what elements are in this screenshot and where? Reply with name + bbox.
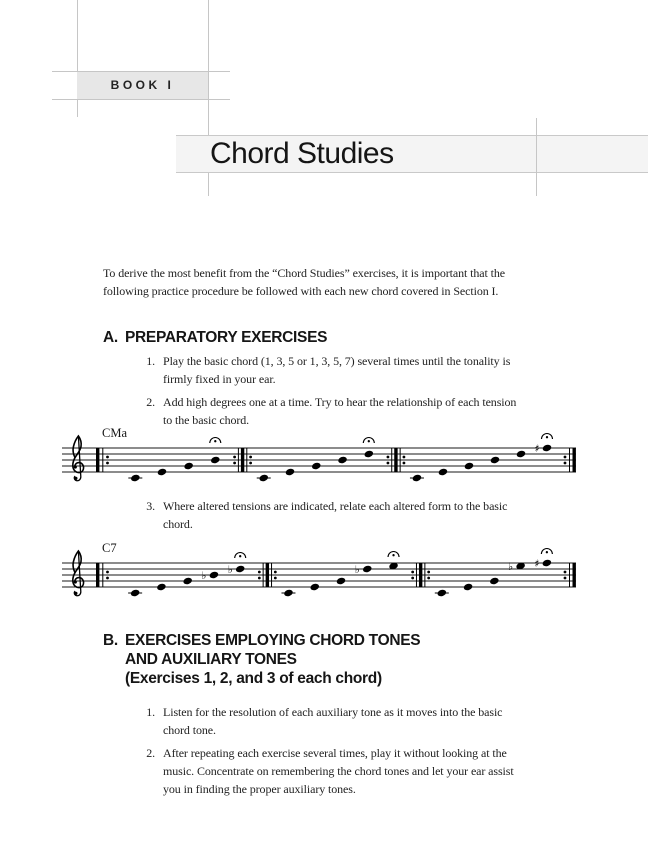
note (412, 474, 422, 483)
repeat-dot (403, 462, 406, 465)
note (464, 462, 474, 471)
fermata-icon (214, 440, 216, 442)
repeat-dot (564, 577, 567, 580)
repeat-dot (564, 456, 567, 459)
page-title: Chord Studies (210, 137, 394, 170)
section-a-list (121, 352, 516, 434)
item-number: 2. (146, 746, 155, 760)
repeat-barline (394, 448, 397, 472)
repeat-dot (106, 577, 109, 580)
section-b-title-line1: EXERCISES EMPLOYING CHORD TONES (125, 632, 421, 649)
note (337, 456, 347, 465)
list-item (121, 703, 514, 739)
item-text: Listen for the resolution of each auxiliary tone as it moves into the basic chord tone. (163, 705, 503, 737)
item-text: Play the basic chord (1, 3, 5 or 1, 3, 5, 7) several times until the tonality is firmly fixed in your ear. (163, 354, 511, 386)
note (235, 565, 245, 574)
fermata-icon (392, 554, 394, 556)
item-number: 3. (146, 499, 155, 513)
section-b-letter: B. (103, 632, 118, 649)
repeat-dot (564, 571, 567, 574)
note (516, 450, 526, 459)
flat-icon: ♭ (508, 560, 514, 573)
note (183, 577, 193, 586)
section-a-heading (103, 328, 327, 347)
repeat-dot (106, 462, 109, 465)
book-label: BOOK I (77, 72, 208, 99)
section-a-title: PREPARATORY EXERCISES (125, 329, 328, 346)
repeat-dot (411, 577, 414, 580)
repeat-dot (403, 456, 406, 459)
guide-line-vertical-right (536, 118, 537, 196)
note (130, 474, 140, 483)
list-item (121, 497, 507, 533)
repeat-dot (387, 462, 390, 465)
repeat-dot (249, 456, 252, 459)
note (437, 589, 447, 598)
repeat-dot (274, 571, 277, 574)
item-number: 1. (146, 705, 155, 719)
chord-symbol: CMa (102, 426, 127, 440)
repeat-dot (233, 456, 236, 459)
treble-clef-icon (74, 477, 77, 480)
flat-icon: ♭ (201, 569, 207, 582)
repeat-dot (258, 577, 261, 580)
music-staff-cma (60, 424, 580, 488)
repeat-barline (241, 448, 244, 472)
list-item (121, 352, 516, 388)
fermata-icon (239, 555, 241, 557)
note (283, 589, 293, 598)
intro-paragraph: To derive the most benefit from the “Chord Studies” exercises, it is important that the following practice procedure be followed with each new chord covered in Section I. (103, 266, 506, 298)
sharp-icon: ♯ (534, 442, 540, 455)
repeat-dot (427, 571, 430, 574)
begin-repeat-barline (96, 448, 99, 472)
fermata-icon (546, 551, 548, 553)
repeat-dot (106, 571, 109, 574)
note (311, 462, 321, 471)
note (156, 583, 166, 592)
note (130, 589, 140, 598)
repeat-dot (274, 577, 277, 580)
note (336, 577, 346, 586)
item-text: Where altered tensions are indicated, relate each altered form to the basic chord. (163, 499, 508, 531)
fermata-icon (546, 436, 548, 438)
section-b-heading (103, 631, 420, 688)
note (542, 444, 552, 453)
sharp-icon: ♯ (534, 557, 540, 570)
note (364, 450, 374, 459)
note (310, 583, 320, 592)
note (209, 571, 219, 580)
item-text: After repeating each exercise several times, play it without looking at the music. Concentrate on remembering the chord tones and let your ear assist you in finding the proper auxiliary tones. (163, 746, 514, 796)
treble-clef-icon (74, 592, 77, 595)
guide-line-horizontal-bottom (52, 99, 230, 100)
end-repeat-barline (573, 448, 576, 472)
repeat-dot (427, 577, 430, 580)
treble-clef-icon (74, 580, 77, 583)
fermata-icon (368, 440, 370, 442)
repeat-barline (266, 563, 269, 587)
chord-symbol: C7 (102, 541, 117, 555)
repeat-dot (233, 462, 236, 465)
note (259, 474, 269, 483)
repeat-dot (564, 462, 567, 465)
note (438, 468, 448, 477)
list-item (121, 744, 514, 798)
note (490, 456, 500, 465)
flat-icon: ♭ (227, 563, 233, 576)
note (285, 468, 295, 477)
note (362, 565, 372, 574)
flat-icon: ♭ (354, 563, 360, 576)
note (157, 468, 167, 477)
music-staff-c7 (60, 539, 580, 603)
note (210, 456, 220, 465)
item-number: 2. (146, 395, 155, 409)
repeat-dot (387, 456, 390, 459)
note (542, 559, 552, 568)
repeat-barline (419, 563, 422, 587)
section-b-title-line2: AND AUXILIARY TONES (125, 651, 297, 668)
note (489, 577, 499, 586)
section-b-title-line3: (Exercises 1, 2, and 3 of each chord) (125, 670, 382, 687)
repeat-dot (258, 571, 261, 574)
end-repeat-barline (573, 563, 576, 587)
treble-clef-icon (74, 465, 77, 468)
note (463, 583, 473, 592)
note (183, 462, 193, 471)
section-a-letter: A. (103, 329, 118, 346)
item-text: Add high degrees one at a time. Try to hear the relationship of each tension to the basic chord. (163, 395, 517, 427)
repeat-dot (249, 462, 252, 465)
repeat-dot (106, 456, 109, 459)
section-a-item3 (121, 497, 507, 538)
repeat-dot (411, 571, 414, 574)
item-number: 1. (146, 354, 155, 368)
begin-repeat-barline (96, 563, 99, 587)
section-b-list (121, 703, 514, 803)
